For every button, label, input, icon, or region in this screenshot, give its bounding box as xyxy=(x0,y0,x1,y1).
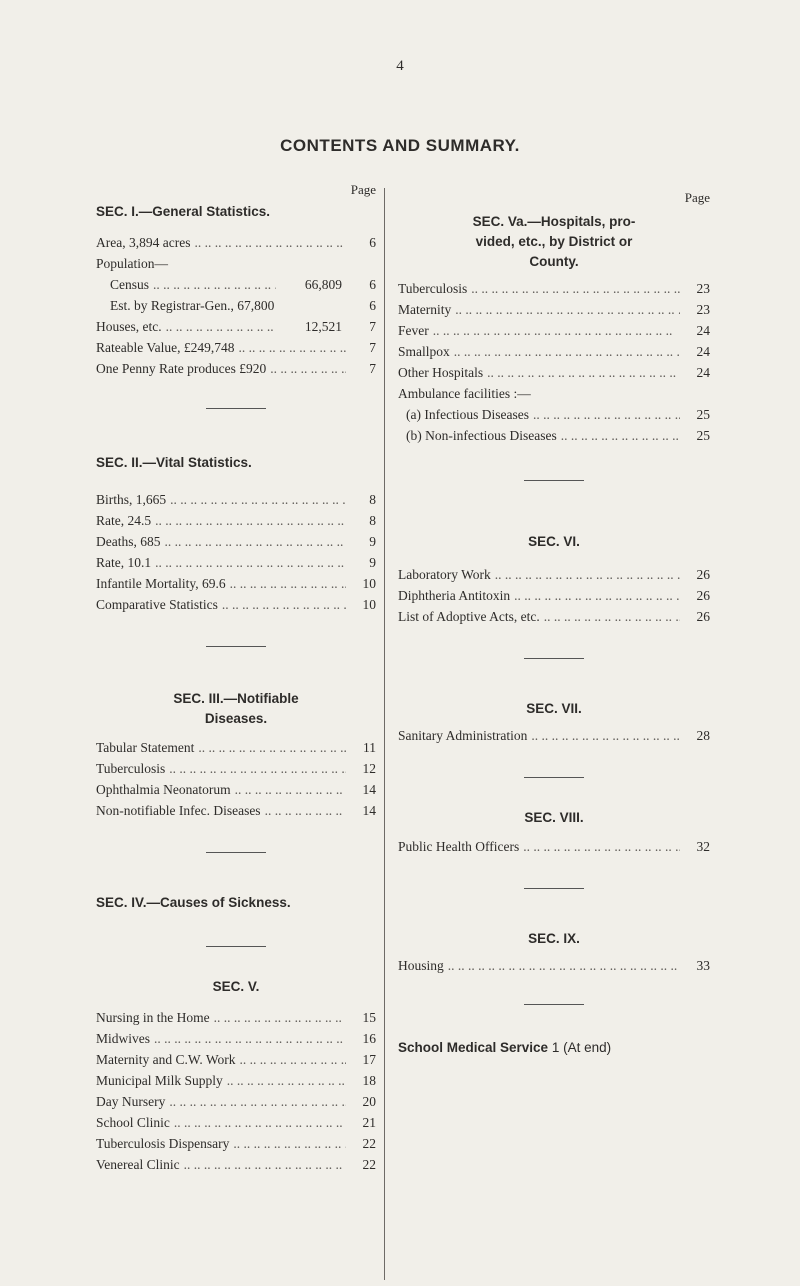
toc-entry-hospital-tuberculosis: Tuberculosis .. .. 23 xyxy=(398,278,710,299)
sec1-heading: SEC. I.—General Statistics. xyxy=(96,204,271,219)
toc-entry-census: Census .. .. 66,809 6 xyxy=(96,274,376,295)
left-column xyxy=(96,182,376,1175)
toc-entry-school-medical-service: School Medical Service 1 (At end) xyxy=(398,1040,612,1055)
toc-entry-ophthalmia: Ophthalmia Neonatorum .. .. 14 xyxy=(96,779,376,800)
toc-entry-houses: Houses, etc. .. .. 12,521 7 xyxy=(96,316,376,337)
toc-entry-death-rate: Rate, 10.1 .. .. 9 xyxy=(96,552,376,573)
section-rule xyxy=(524,777,584,778)
sec9-heading: SEC. IX. xyxy=(528,931,580,946)
toc-entry-tuberculosis: Tuberculosis .. .. 12 xyxy=(96,758,376,779)
toc-entry-housing: Housing .. .. 33 xyxy=(398,955,710,976)
toc-entry-population: Population— xyxy=(96,256,169,271)
toc-entry-sanitary-administration: Sanitary Administration .. .. 28 xyxy=(398,725,710,746)
toc-entry-est-population: Est. by Registrar-Gen., 67,800 6 xyxy=(110,298,376,313)
toc-entry-hospital-fever: Fever .. .. 24 xyxy=(398,320,710,341)
toc-entry-venereal-clinic: Venereal Clinic .. .. 22 xyxy=(96,1154,376,1175)
section-rule xyxy=(206,646,266,647)
toc-entry-penny-rate: One Penny Rate produces £920 .. .. 7 xyxy=(96,358,376,379)
section-rule xyxy=(206,408,266,409)
toc-entry-hospital-maternity: Maternity .. .. 23 xyxy=(398,299,710,320)
section-rule xyxy=(206,852,266,853)
toc-entry-milk-supply: Municipal Milk Supply .. .. 18 xyxy=(96,1070,376,1091)
right-column xyxy=(398,182,710,1058)
sec6-heading: SEC. VI. xyxy=(528,534,580,549)
toc-entry-birth-rate: Rate, 24.5 .. .. 8 xyxy=(96,510,376,531)
page-number: 4 xyxy=(396,58,404,74)
sec4-heading: SEC. IV.—Causes of Sickness. xyxy=(96,895,291,910)
toc-entry-ambulance: Ambulance facilities :— xyxy=(398,386,531,401)
section-rule xyxy=(524,480,584,481)
toc-entry-other-hospitals: Other Hospitals .. .. 24 xyxy=(398,362,710,383)
sec5-heading: SEC. V. xyxy=(212,979,260,994)
sec2-heading: SEC. II.—Vital Statistics. xyxy=(96,455,252,470)
toc-entry-nursing: Nursing in the Home .. .. 15 xyxy=(96,1007,376,1028)
toc-entry-deaths: Deaths, 685 .. .. 9 xyxy=(96,531,376,552)
sec8-heading: SEC. VIII. xyxy=(524,810,584,825)
toc-entry-infantile-mortality: Infantile Mortality, 69.6 .. .. 10 xyxy=(96,573,376,594)
toc-entry-hospital-smallpox: Smallpox .. .. 24 xyxy=(398,341,710,362)
toc-entry-day-nursery: Day Nursery .. .. 20 xyxy=(96,1091,376,1112)
toc-entry-diphtheria-antitoxin: Diphtheria Antitoxin .. .. 26 xyxy=(398,585,710,606)
toc-entry-comparative-statistics: Comparative Statistics .. .. 10 xyxy=(96,594,376,615)
toc-entry-births: Births, 1,665 .. .. 8 xyxy=(96,489,376,510)
sec7-heading: SEC. VII. xyxy=(526,701,582,716)
toc-entry-maternity-work: Maternity and C.W. Work .. .. 17 xyxy=(96,1049,376,1070)
page-label-left: Page xyxy=(350,182,376,197)
page-label-right: Page xyxy=(684,190,710,205)
section-rule xyxy=(206,946,266,947)
toc-entry-ambulance-non-infectious: (b) Non-infectious Diseases .. .. 25 xyxy=(398,425,710,446)
toc-entry-ambulance-infectious: (a) Infectious Diseases .. .. 25 xyxy=(398,404,710,425)
toc-entry-school-clinic: School Clinic .. .. 21 xyxy=(96,1112,376,1133)
toc-entry-rateable-value: Rateable Value, £249,748 .. .. 7 xyxy=(96,337,376,358)
toc-entry-midwives: Midwives .. .. 16 xyxy=(96,1028,376,1049)
column-divider xyxy=(384,188,385,1280)
toc-entry-non-notifiable: Non-notifiable Infec. Diseases .. .. 14 xyxy=(96,800,376,821)
toc-entry-adoptive-acts: List of Adoptive Acts, etc. .. .. 26 xyxy=(398,606,710,627)
toc-entry-tabular-statement: Tabular Statement .. .. 11 xyxy=(96,737,376,758)
section-rule xyxy=(524,888,584,889)
section-rule xyxy=(524,658,584,659)
toc-entry-public-health-officers: Public Health Officers .. .. 32 xyxy=(398,836,710,857)
toc-entry-area: Area, 3,894 acres .. .. 6 xyxy=(96,232,376,253)
page-title: CONTENTS AND SUMMARY. xyxy=(280,136,520,155)
sec3-heading: SEC. III.—Notifiable Diseases. xyxy=(173,691,299,726)
sec-va-heading: SEC. Va.—Hospitals, pro- vided, etc., by District or County. xyxy=(472,214,636,269)
section-rule xyxy=(524,1004,584,1005)
toc-entry-tb-dispensary: Tuberculosis Dispensary .. .. 22 xyxy=(96,1133,376,1154)
toc-entry-laboratory-work: Laboratory Work .. .. 26 xyxy=(398,564,710,585)
